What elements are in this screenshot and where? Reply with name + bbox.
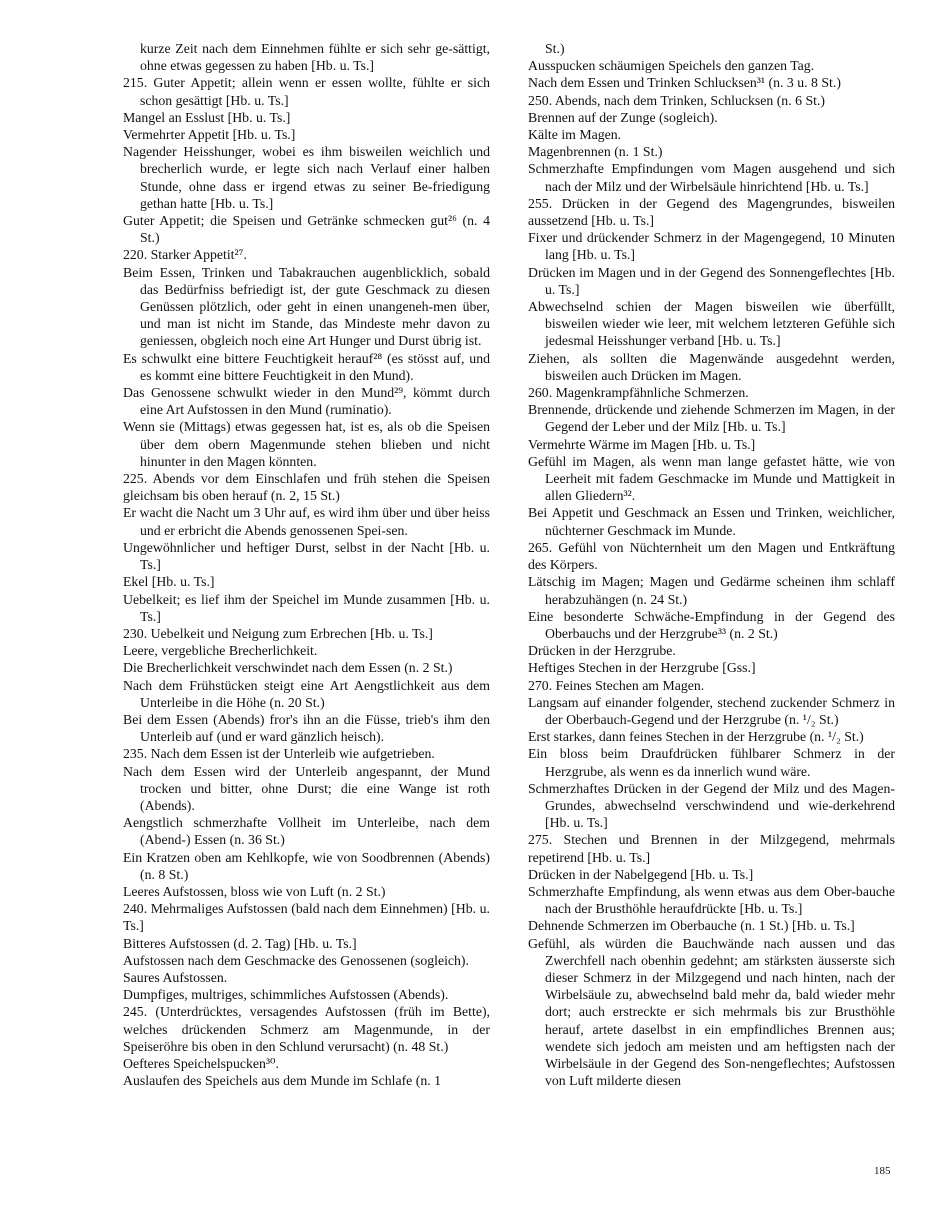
- entry: Dehnende Schmerzen im Oberbauche (n. 1 St.) [Hb. u. Ts.]: [528, 918, 855, 934]
- entry: Beim Essen, Trinken und Tabakrauchen augenblicklich, sobald das Bedürfniss befriedigt ist, der gute Geschmack zu diesen Genüssen plötzlich, oder geht in einen unangeneh-men über, und man ist nicht im Stande, das Mindeste mehr davon zu geniessen, obgleich noch eine Art Hunger und Durst übrig ist.: [123, 264, 490, 349]
- entry: Schmerzhafte Empfindung, als wenn etwas aus dem Ober-bauche nach der Brusthöhle heraufdrückte [Hb. u. Ts.]: [528, 883, 895, 917]
- entry: Kälte im Magen.: [528, 127, 622, 143]
- entry: Oefteres Speichelspucken³⁰.: [123, 1055, 280, 1071]
- entry: 250. Abends, nach dem Trinken, Schlucksen (n. 6 St.): [528, 92, 825, 108]
- entry: 270. Feines Stechen am Magen.: [528, 677, 705, 693]
- entry: Wenn sie (Mittags) etwas gegessen hat, ist es, als ob die Speisen über dem obern Magenmunde stehen blieben und nicht hinunter in den Magen könnten.: [123, 419, 490, 469]
- entry: 225. Abends vor dem Einschlafen und früh stehen die Speisen gleichsam bis oben herauf (n. 2, 15 St.): [123, 471, 490, 504]
- entry: Fixer und drückender Schmerz in der Magengegend, 10 Minuten lang [Hb. u. Ts.]: [528, 230, 895, 263]
- right-column: [513, 40, 895, 1089]
- entry: Die Brecherlichkeit verschwindet nach dem Essen (n. 2 St.): [123, 660, 453, 676]
- entry: Guter Appetit; die Speisen und Getränke schmecken gut²⁶ (n. 4 St.): [123, 213, 490, 246]
- entry: Bitteres Aufstossen (d. 2. Tag) [Hb. u. Ts.]: [123, 935, 357, 951]
- entry: 240. Mehrmaliges Aufstossen (bald nach dem Einnehmen) [Hb. u. Ts.]: [123, 901, 490, 934]
- entry: Nach dem Frühstücken steigt eine Art Aengstlichkeit aus dem Unterleibe in die Höhe (n. 20 St.): [123, 677, 490, 710]
- entry: 260. Magenkrampfähnliche Schmerzen.: [528, 385, 749, 401]
- entry: 245. (Unterdrücktes, versagendes Aufstossen (früh im Bette), welches drückenden Schmerz am Magenmunde, in der Speiseröhre bis oben in den Schlund verursacht) (n. 48 St.): [123, 1004, 490, 1054]
- entry: Nach dem Essen wird der Unterleib angespannt, der Mund trocken und bitter, ohne Durst; die eine Wange ist roth (Abends).: [123, 763, 490, 813]
- entry: Leere, vergebliche Brecherlichkeit.: [123, 643, 318, 659]
- entry: Drücken im Magen und in der Gegend des Sonnengeflechtes [Hb. u. Ts.]: [528, 264, 895, 297]
- entry: Es schwulkt eine bittere Feuchtigkeit herauf²⁸ (es stösst auf, und es kommt eine bittere Feuchtigkeit in den Mund).: [123, 350, 490, 383]
- entry: Ungewöhnlicher und heftiger Durst, selbst in der Nacht [Hb. u. Ts.]: [123, 539, 490, 573]
- entry: Ein Kratzen oben am Kehlkopfe, wie von Soodbrennen (Abends) (n. 8 St.): [123, 849, 490, 882]
- entry: Ein bloss beim Draufdrücken fühlbarer Schmerz in der Herzgrube, als wenn es da innerlich wund wäre.: [528, 746, 895, 779]
- entry: 220. Starker Appetit²⁷.: [123, 247, 247, 263]
- entry: Schmerzhaftes Drücken in der Gegend der Milz und des Magen-Grundes, abwechselnd verschwindend und wie-derkehrend [Hb. u. Ts.]: [528, 780, 895, 831]
- entry: Das Genossene schwulkt wieder in den Mund²⁹, kömmt durch eine Art Aufstossen in den Mund (ruminatio).: [123, 385, 490, 418]
- entry: Er wacht die Nacht um 3 Uhr auf, es wird ihm über und über heiss und er erbricht die Abends genossenen Spei-sen.: [123, 505, 490, 538]
- entry: 215. Guter Appetit; allein wenn er essen wollte, fühlte er sich schon gesättigt [Hb. u. Ts.]: [123, 75, 490, 108]
- entry: 255. Drücken in der Gegend des Magengrundes, bisweilen aussetzend [Hb. u. Ts.]: [528, 195, 895, 229]
- entry: Vermehrte Wärme im Magen [Hb. u. Ts.]: [528, 436, 756, 452]
- entry: Eine besonderte Schwäche-Empfindung in der Gegend des Oberbauchs und der Herzgrube³³ (n. 2 St.): [528, 608, 895, 641]
- page-number: 185: [874, 1165, 891, 1177]
- entry: 230. Uebelkeit und Neigung zum Erbrechen [Hb. u. Ts.]: [123, 625, 433, 641]
- entry: Langsam auf einander folgender, stechend zuckender Schmerz in der Oberbauch-Gegend und der Herzgrube (n. ¹/₂ St.): [528, 694, 895, 727]
- entry: Leeres Aufstossen, bloss wie von Luft (n. 2 St.): [123, 883, 386, 899]
- entry: Brennen auf der Zunge (sogleich).: [528, 109, 718, 125]
- entry: Abwechselnd schien der Magen bisweilen wie überfüllt, bisweilen wieder wie leer, mit welchem letzteren Gefühle sich jedesmal Heisshunger verband [Hb. u. Ts.]: [528, 299, 895, 349]
- entry: Bei Appetit und Geschmack an Essen und Trinken, weichlicher, nüchterner Geschmack im Munde.: [528, 505, 895, 538]
- entry: Nagender Heisshunger, wobei es ihm bisweilen weichlich und brecherlich wurde, er legte sich nach Verlauf einer halben Stunde, ohne dass er irgend etwas zu seiner Be-friedigung gethan hatte [Hb. u. Ts.]: [123, 144, 490, 211]
- entry: Lätschig im Magen; Magen und Gedärme scheinen ihm schlaff herabzuhängen (n. 24 St.): [528, 574, 895, 607]
- entry: Drücken in der Nabelgegend [Hb. u. Ts.]: [528, 866, 754, 882]
- entry: Ausspucken schäumigen Speichels den ganzen Tag.: [528, 58, 815, 74]
- entry: Brennende, drückende und ziehende Schmerzen im Magen, in der Gegend der Leber und der Milz [Hb. u. Ts.]: [528, 402, 895, 435]
- entry: Magenbrennen (n. 1 St.): [528, 144, 663, 160]
- entry: 235. Nach dem Essen ist der Unterleib wie aufgetrieben.: [123, 746, 435, 762]
- entry: Gefühl, als würden die Bauchwände nach aussen und das Zwerchfell nach obenhin gedehnt; am stärksten äusserste sich dieser Schmerz in der Milzgegend und nach hinten, nach der Wirbelsäule zu, abwechselnd bald mehr da, bald wieder mehr dort; auch erstreckte er sich mehrmals bis zur Brusthöhle herauf, artete daselbst in ein empfindliches Brennen aus; wendete sich jedoch am meisten und am heftigsten nach der Wirbelsäule in der Gegend des Son-nengeflechtes; Aufstossen von Luft milderte diesen: [528, 935, 895, 1089]
- entry: Auslaufen des Speichels aus dem Munde im Schlafe (n. 1: [123, 1073, 442, 1089]
- entry: Aengstlich schmerzhafte Vollheit im Unterleibe, nach dem (Abend-) Essen (n. 36 St.): [123, 815, 490, 848]
- entry: Bei dem Essen (Abends) fror's ihn an die Füsse, trieb's ihm den Unterleib auf (und er ward gänzlich heisch).: [123, 711, 490, 745]
- entry: St.): [545, 41, 565, 56]
- entry: Uebelkeit; es lief ihm der Speichel im Munde zusammen [Hb. u. Ts.]: [123, 591, 490, 624]
- entry: Ziehen, als sollten die Magenwände ausgedehnt werden, bisweilen auch Drücken im Magen.: [528, 350, 895, 383]
- entry: kurze Zeit nach dem Einnehmen fühlte er sich sehr ge-sättigt, ohne etwas gegessen zu haben [Hb. u. Ts.]: [140, 41, 490, 74]
- entry: Schmerzhafte Empfindungen vom Magen ausgehend und sich nach der Milz und der Wirbelsäule hinrichtend [Hb. u. Ts.]: [528, 161, 895, 194]
- entry: 265. Gefühl von Nüchternheit um den Magen und Entkräftung des Körpers.: [528, 539, 895, 573]
- entry: Ekel [Hb. u. Ts.]: [123, 574, 215, 590]
- entry: Dumpfiges, multriges, schimmliches Aufstossen (Abends).: [123, 987, 449, 1003]
- entry: Erst starkes, dann feines Stechen in der Herzgrube (n. ¹/₂ St.): [528, 729, 864, 745]
- entry: Saures Aufstossen.: [123, 969, 228, 985]
- entry: Nach dem Essen und Trinken Schlucksen³¹ (n. 3 u. 8 St.): [528, 75, 841, 91]
- entry: Drücken in der Herzgrube.: [528, 643, 676, 659]
- entry: 275. Stechen und Brennen in der Milzgegend, mehrmals repetirend [Hb. u. Ts.]: [528, 832, 895, 865]
- entry: Heftiges Stechen in der Herzgrube [Gss.]: [528, 660, 756, 676]
- left-column: [108, 40, 490, 1089]
- entry: Mangel an Esslust [Hb. u. Ts.]: [123, 109, 291, 125]
- entry: Gefühl im Magen, als wenn man lange gefastet hätte, wie von Leerheit mit fadem Geschmacke im Munde und Mattigkeit in allen Gliedern³².: [528, 453, 895, 504]
- entry: Aufstossen nach dem Geschmacke des Genossenen (sogleich).: [123, 952, 469, 968]
- entry: Vermehrter Appetit [Hb. u. Ts.]: [123, 127, 296, 143]
